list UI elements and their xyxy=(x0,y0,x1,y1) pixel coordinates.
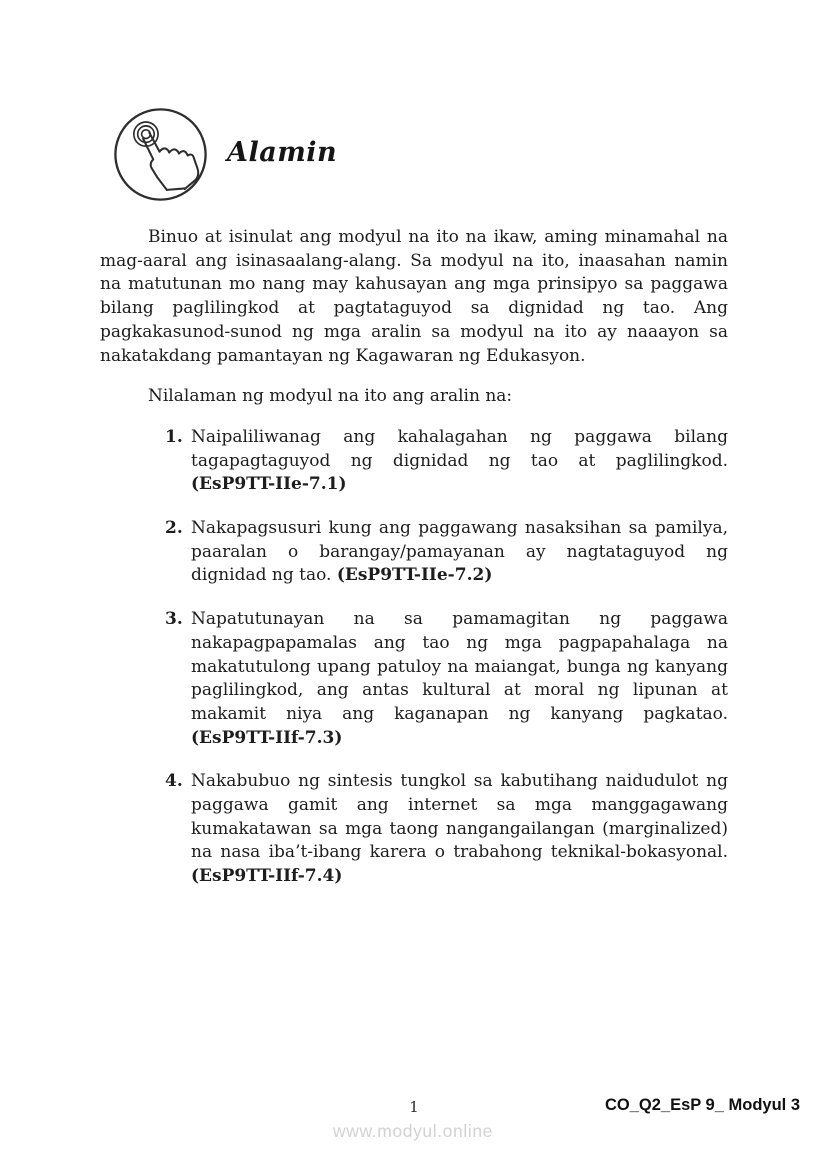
objective-number: 1. xyxy=(165,426,183,447)
section-title: Alamin xyxy=(227,137,338,168)
objective-text xyxy=(191,608,728,750)
objective-body: Naipaliliwanag ang kahalagahan ng paggawa bilang tagapagtaguyod ng dignidad ng tao at paglilingkod. xyxy=(191,426,728,471)
list-intro: Nilalaman ng modyul na ito ang aralin na: xyxy=(148,386,513,407)
objective-body: Napatutunayan na sa pamamagitan ng paggawa nakapagpapamalas ang tao ng mga pagpapahalaga na makatutulong upang patuloy na maiangat, bunga ng kanyang paglilingkod, ang antas kultural at moral ng lipunan at makamit niya ang kaganapan ng kanyang pagkatao. xyxy=(191,609,728,724)
objective-number: 2. xyxy=(165,518,183,539)
objective-item-1 xyxy=(165,426,728,497)
objective-body: Nakabubuo ng sintesis tungkol sa kabutihang naidudulot ng paggawa gamit ang internet sa mga manggagawang kumakatawan sa mga taong nangangailangan (marginalized) na nasa iba’t-ibang karera o trabahong teknikal-bokasyonal. xyxy=(191,771,728,863)
document-code: CO_Q2_EsP 9_ Modyul 3 xyxy=(604,1096,800,1114)
objectives-list xyxy=(100,426,728,889)
page-content xyxy=(100,0,728,909)
competency-code: (EsP9TT-IIf-7.3) xyxy=(191,727,343,748)
competency-code: (EsP9TT-IIf-7.4) xyxy=(191,866,343,887)
objective-item-4 xyxy=(165,770,728,889)
page-number: 1 xyxy=(409,1098,419,1116)
objective-number: 4. xyxy=(165,771,183,792)
objective-body: Nakapagsusuri kung ang paggawang nasaksihan sa pamilya, paaralan o barangay/pamayanan ay nagtataguyod ng dignidad ng tao. xyxy=(191,518,728,586)
competency-code: (EsP9TT-IIe-7.1) xyxy=(191,474,347,495)
objective-text xyxy=(191,426,728,497)
objective-item-2 xyxy=(165,517,728,588)
watermark: www.modyul.online xyxy=(333,1121,493,1141)
competency-code: (EsP9TT-IIe-7.2) xyxy=(336,565,493,586)
hand-pressing-button-icon xyxy=(112,106,209,203)
section-header xyxy=(112,106,728,203)
objective-number: 3. xyxy=(165,609,183,630)
intro-paragraph: Binuo at isinulat ang modyul na ito na ikaw, aming minamahal na mag-aaral ang isinasaalang-alang. Sa modyul na ito, inaasahan namin na matutunan mo nang may kahusayan ang mga prinsipyo sa paggawa bilang paglilingkod at pagtataguyod sa dignidad ng tao. Ang pagkakasunod-sunod ng mga aralin sa modyul na ito ay naaayon sa nakatakdang pamantayan ng Kagawaran ng Edukasyon. xyxy=(100,227,728,366)
objective-text xyxy=(191,770,728,889)
objective-item-3 xyxy=(165,608,728,750)
objective-text xyxy=(191,517,728,588)
